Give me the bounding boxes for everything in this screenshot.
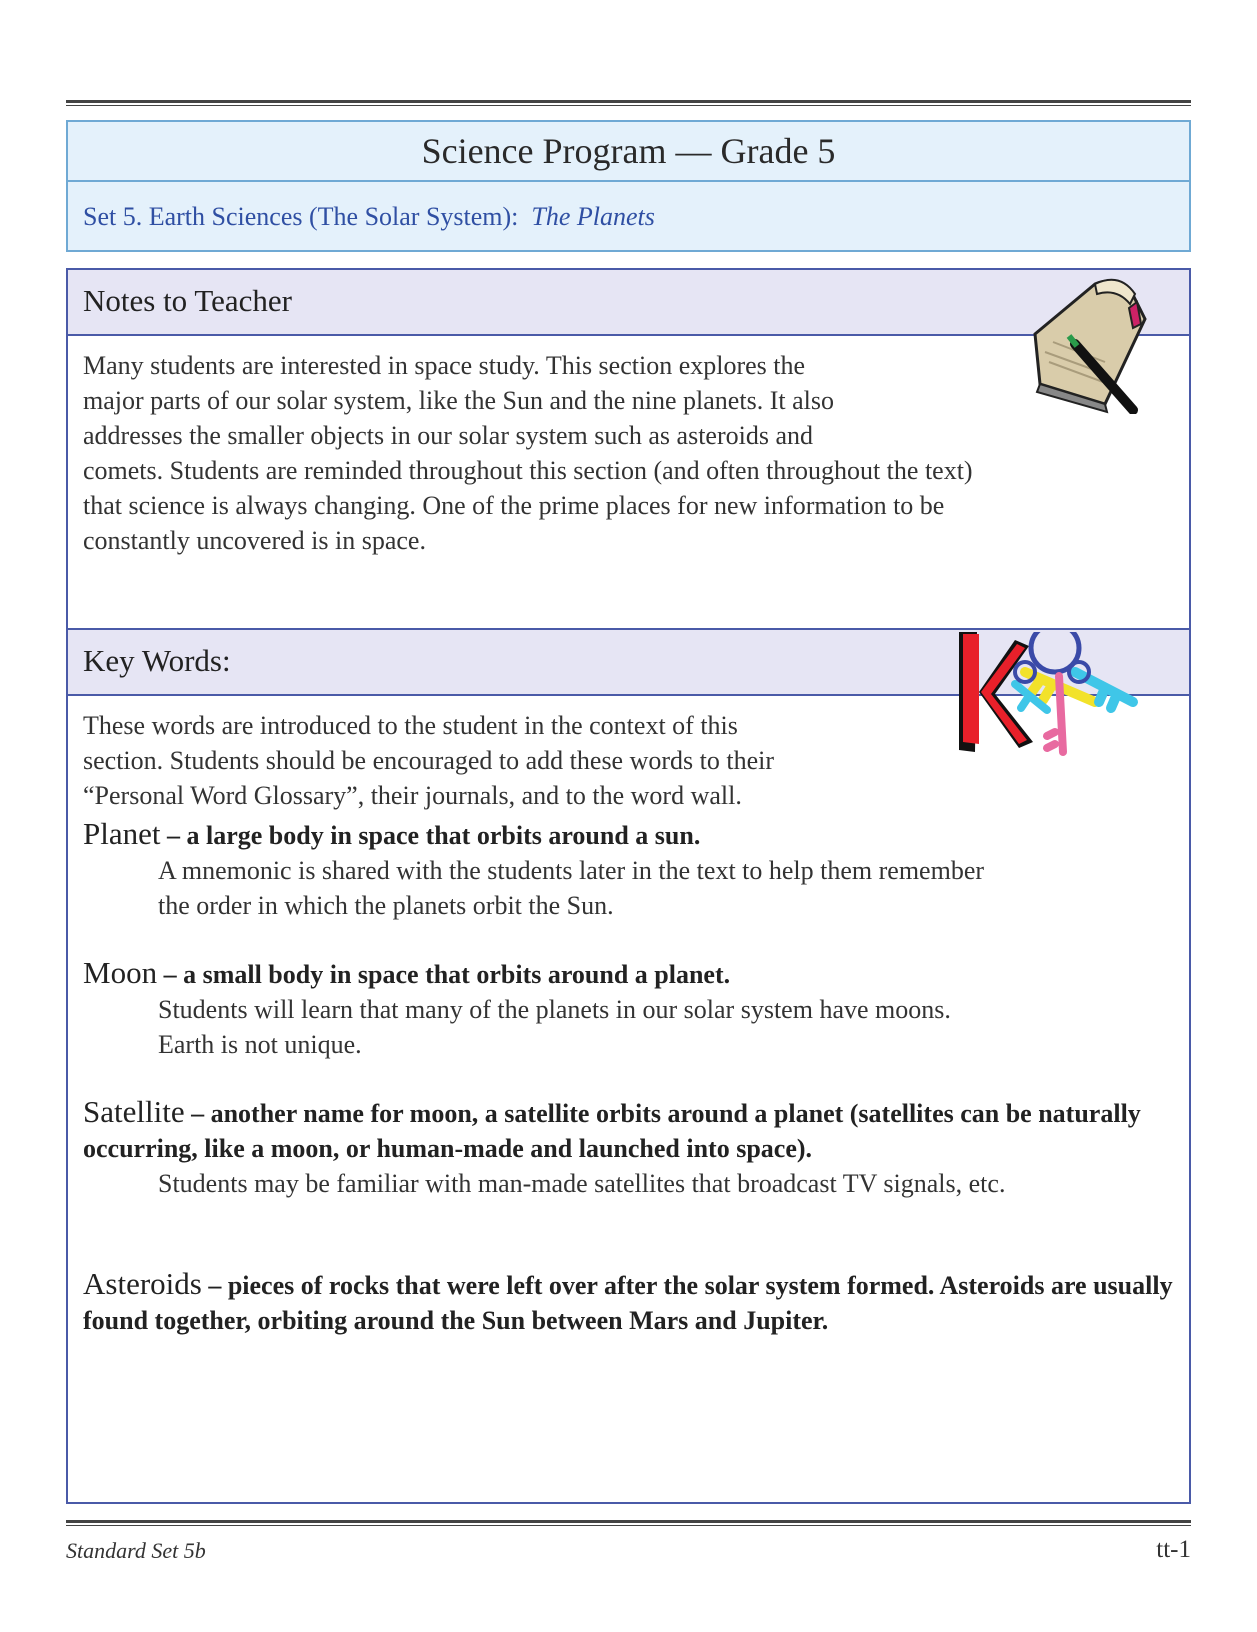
term-word: Planet: [83, 816, 161, 851]
notes-line: that science is always changing. One of the prime places for new information to be: [83, 491, 945, 520]
term-note-line: the order in which the planets orbit the Sun.: [158, 891, 614, 920]
notes-line: constantly uncovered is in space.: [83, 526, 426, 555]
term-definition: – another name for moon, a satellite orbits around a planet (satellites can be naturally occurring, like a moon, or human-made and launched into space).: [83, 1099, 1141, 1163]
page-number: tt-1: [1156, 1536, 1191, 1563]
key-words-intro: [83, 708, 943, 813]
page-title: Science Program — Grade 5: [421, 131, 836, 171]
term-asteroids: [83, 1266, 1173, 1338]
term-word: Moon: [83, 955, 158, 990]
set-label: Set 5. Earth Sciences (The Solar System):: [83, 202, 519, 231]
notes-line: Many students are interested in space study. This section explores the: [83, 351, 806, 380]
term-satellite: [83, 1094, 1173, 1201]
term-note-line: Earth is not unique.: [158, 1030, 362, 1059]
intro-line: section. Students should be encouraged to add these words to their: [83, 746, 775, 775]
set-subtitle: [68, 182, 1189, 252]
term-definition: – a small body in space that orbits around a planet.: [157, 960, 731, 989]
term-note: [83, 992, 1173, 1062]
intro-line: “Personal Word Glossary”, their journals, and to the word wall.: [83, 781, 742, 810]
bottom-rule: [66, 1520, 1191, 1526]
notes-line: comets. Students are reminded throughout this section (and often throughout the text): [83, 456, 973, 485]
term-word: Satellite: [83, 1094, 185, 1129]
term-note-line: Students will learn that many of the planets in our solar system have moons.: [158, 995, 951, 1024]
title-row: [68, 122, 1189, 182]
term-note: [83, 853, 1173, 923]
term-definition: – a large body in space that orbits around a sun.: [160, 821, 701, 850]
notebook-pen-icon: [1025, 274, 1150, 414]
keys-icon: [955, 632, 1145, 762]
term-definition: – pieces of rocks that were left over after the solar system formed. Asteroids are usually found together, orbiting around the Sun between Mars and Jupiter.: [83, 1271, 1173, 1335]
term-word: Asteroids: [83, 1266, 202, 1301]
intro-line: These words are introduced to the student in the context of this: [83, 711, 738, 740]
set-topic: The Planets: [531, 202, 655, 231]
term-note-line: A mnemonic is shared with the students later in the text to help them remember: [158, 856, 985, 885]
notes-heading: Notes to Teacher: [83, 283, 293, 318]
term-planet: [83, 816, 1173, 923]
title-box: [66, 120, 1191, 252]
top-rule: [66, 100, 1191, 106]
notes-paragraph: [83, 348, 1163, 558]
term-note: Students may be familiar with man-made satellites that broadcast TV signals, etc.: [158, 1169, 1006, 1198]
notes-section: [66, 268, 1191, 630]
footer-set-label: Standard Set 5b: [66, 1538, 206, 1563]
notes-line: major parts of our solar system, like the Sun and the nine planets. It also: [83, 386, 834, 415]
term-moon: [83, 955, 1173, 1062]
key-words-heading: Key Words:: [83, 643, 231, 678]
notes-line: addresses the smaller objects in our solar system such as asteroids and: [83, 421, 813, 450]
notes-header: [68, 270, 1189, 336]
